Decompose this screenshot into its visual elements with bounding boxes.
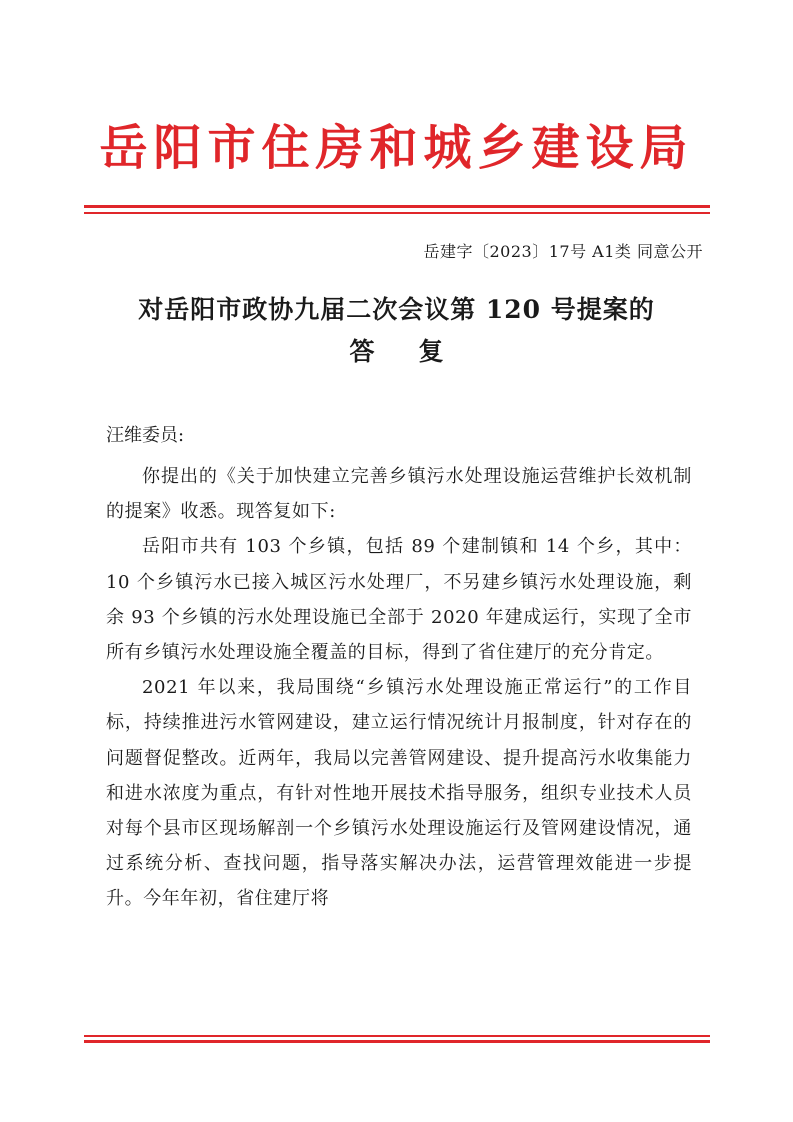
salutation: 汪维委员: [106,425,185,446]
footer-rule-thick [84,1040,710,1043]
paragraph: 岳阳市共有 103 个乡镇，包括 89 个建制镇和 14 个乡，其中：10 个乡镇污水已接入城区污水处理厂，不另建乡镇污水处理设施，剩余 93 个乡镇的污水处理设施已全部于 2020 年建成运行，实现了全市所有乡镇污水处理设施全覆盖的目标，得到了省住建厅的充分肯定。 [106,536,692,664]
letterhead-rule-thin [84,212,710,214]
reply-title-line1: 对岳阳市政协九届二次会议第 120 号提案的 [138,295,655,324]
paragraph: 你提出的《关于加快建立完善乡镇污水处理设施运营维护长效机制的提案》收悉。现答复如下: [106,466,692,523]
footer-rule-thin [84,1035,710,1037]
reply-title-line2: 答复 [349,337,488,366]
letterhead-rule-thick [84,205,710,208]
agency-letterhead: 岳阳市住房和城乡建设局 [99,120,694,176]
paragraph: 2021 年以来，我局围绕“乡镇污水处理设施正常运行”的工作目标，持续推进污水管网建设，建立运行情况统计月报制度，针对存在的问题督促整改。近两年，我局以完善管网建设、提升提高污水收集能力和进水浓度为重点，有针对性地开展技术指导服务，组织专业技术人员对每个县市区现场解剖一个乡镇污水处理设施运行及管网建设情况，通过系统分析、查找问题，指导落实解决办法，运营管理效能进一步提升。今年年初，省住建厅将 [106,677,692,910]
body-text [106,459,692,917]
document-number: 岳建字〔2023〕17号 A1类 同意公开 [423,242,703,261]
